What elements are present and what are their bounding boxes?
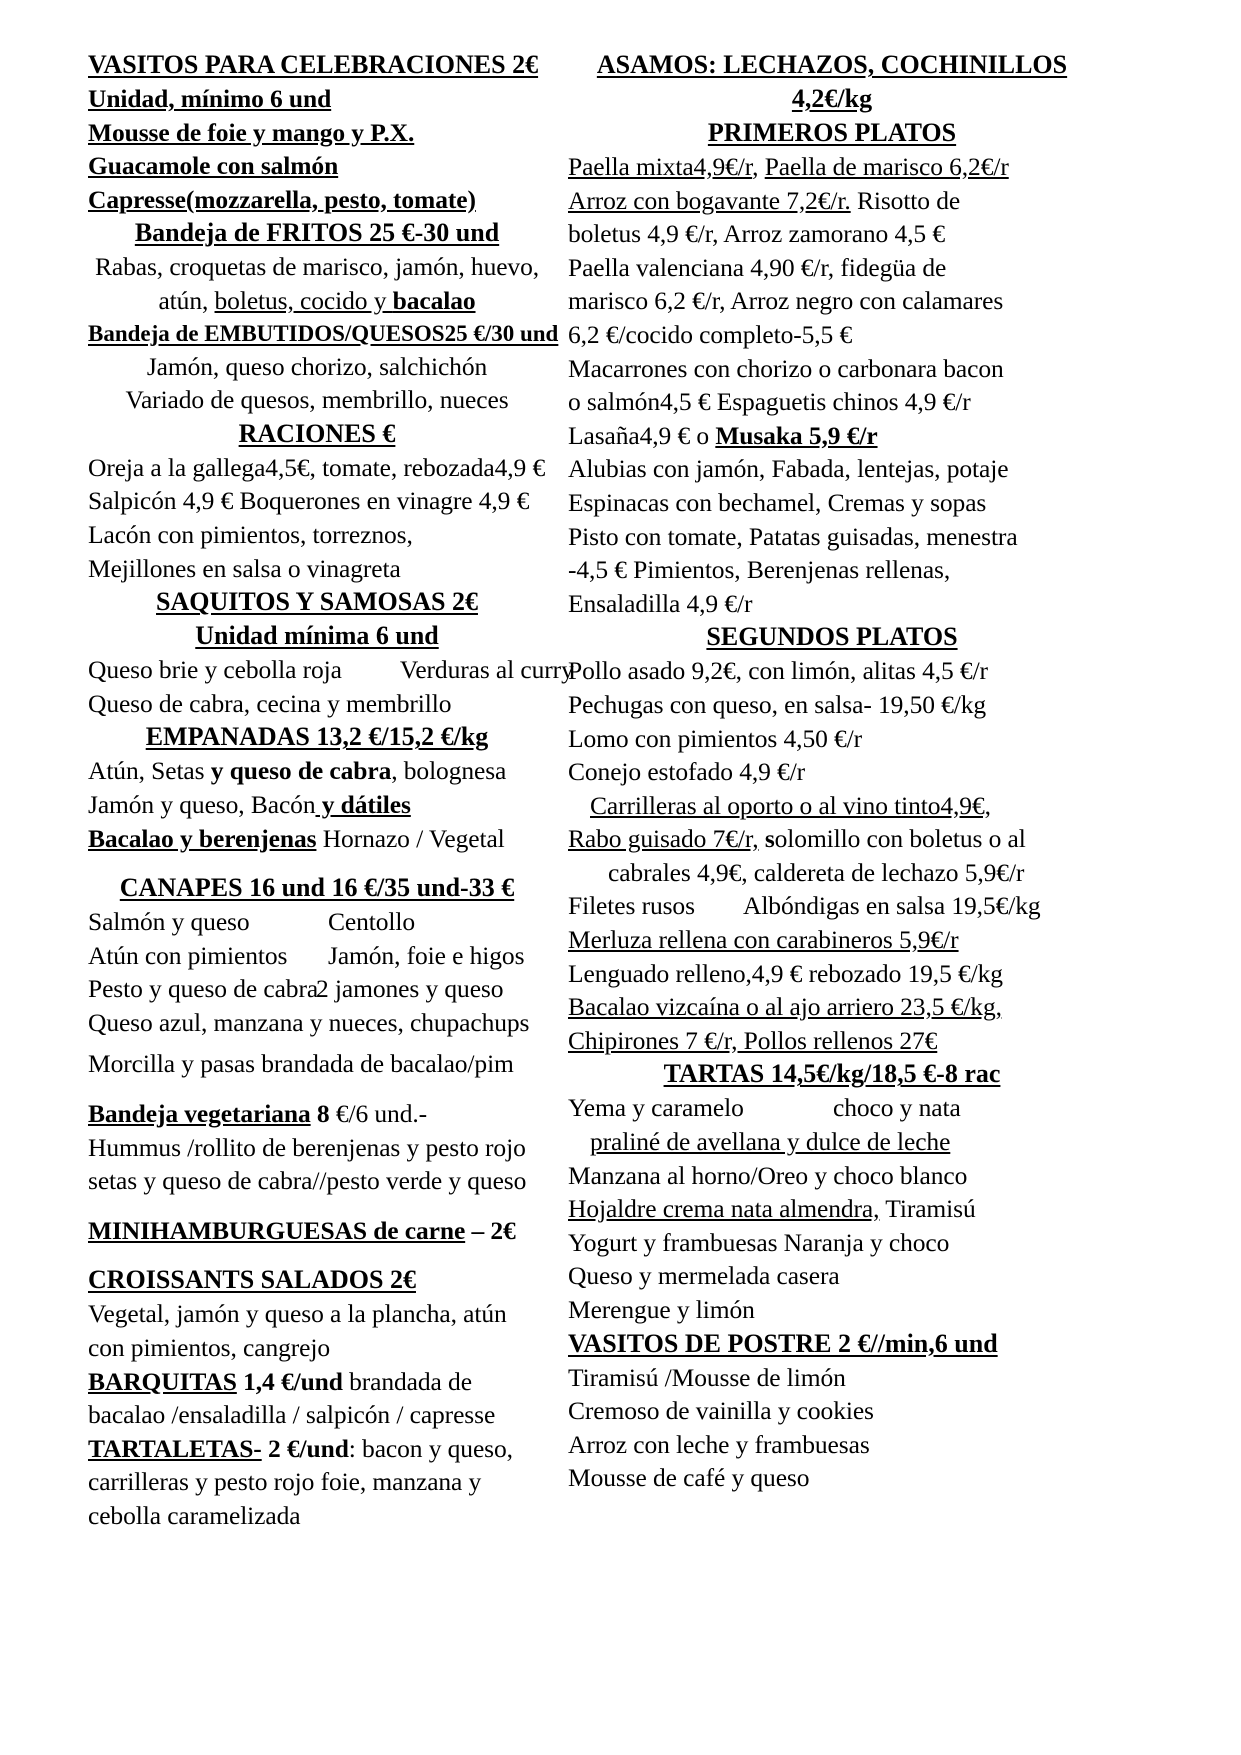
- menu-line: Queso azul, manzana y nueces, chupachups: [88, 1007, 530, 1037]
- menu-line: Ensaladilla 4,9 €/r: [568, 588, 753, 618]
- section-heading-saquitos-samosas: SAQUITOS Y SAMOSAS 2€: [156, 587, 478, 617]
- menu-line: Arroz con leche y frambuesas: [568, 1429, 870, 1459]
- menu-row: [88, 972, 546, 1006]
- menu-line: Conejo estofado 4,9 €/r: [568, 757, 806, 787]
- text-right: 2 jamones y queso: [316, 974, 504, 1004]
- text-price-bold: 2 €/und: [261, 1433, 349, 1463]
- menu-line: Morcilla y pasas brandada de bacalao/pim: [88, 1049, 514, 1079]
- menu-line: Queso de cabra, cecina y membrillo: [88, 688, 452, 718]
- section-heading-asamos: ASAMOS: LECHAZOS, COCHINILLOS: [596, 50, 1068, 79]
- text-plain: olomillo con boletus o al: [774, 824, 1026, 854]
- text-plain: Risotto de: [850, 185, 961, 215]
- menu-line: Merengue y limón: [568, 1295, 755, 1324]
- section-heading-tartas: TARTAS 14,5€/kg/18,5 €-8 rac: [663, 1059, 1001, 1089]
- menu-line: Capresse(mozzarella, pesto, tomate): [88, 184, 476, 214]
- menu-line: Espinacas con bechamel, Cremas y sopas: [568, 487, 987, 517]
- text-plain: Hornazo / Vegetal: [316, 823, 505, 853]
- text-bold-underlined: Bacalao y berenjenas: [88, 823, 317, 853]
- section-heading-bandeja-fritos: Bandeja de FRITOS 25 €-30 und: [134, 218, 500, 248]
- text-underlined: Carrilleras al oporto o al vino tinto4,9€,: [590, 790, 991, 820]
- text-bold: s: [758, 824, 775, 854]
- text-underlined: Chipirones 7 €/r, Pollos rellenos 27€: [568, 1025, 938, 1055]
- section-heading-bandeja-embutidos: Bandeja de EMBUTIDOS/QUESOS25 €/30 und: [88, 320, 559, 346]
- menu-line: boletus 4,9 €/r, Arroz zamorano 4,5 €: [568, 219, 945, 249]
- section-heading-croissants-salados: CROISSANTS SALADOS 2€: [88, 1265, 416, 1295]
- text-left: Queso brie y cebolla roja: [88, 655, 342, 685]
- text-underlined: Paella mixta4,9€/r: [568, 152, 753, 181]
- text-bold-underlined: bacalao: [392, 285, 476, 315]
- menu-line: Vegetal, jamón y queso a la plancha, atún: [88, 1299, 507, 1329]
- text-plain: atún,: [158, 285, 215, 315]
- menu-line: Pechugas con queso, en salsa- 19,50 €/kg: [568, 689, 987, 719]
- text-plain: brandada de: [342, 1366, 472, 1396]
- menu-line: Variado de quesos, membrillo, nueces: [125, 385, 509, 415]
- menu-line-praline: [568, 1125, 1096, 1159]
- menu-line: Unidad, mínimo 6 und: [88, 84, 332, 113]
- text-plain: Atún, Setas: [88, 756, 211, 786]
- menu-line: Hummus /rollito de berenjenas y pesto rojo: [88, 1132, 526, 1162]
- two-column-layout: [0, 48, 1241, 1533]
- menu-line: Lacón con pimientos, torreznos,: [88, 519, 413, 549]
- text-bold-underlined: MINIHAMBURGUESAS de carne: [88, 1215, 466, 1245]
- menu-line: Paella valenciana 4,90 €/r, fidegüa de: [568, 252, 947, 282]
- menu-line: o salmón4,5 € Espaguetis chinos 4,9 €/r: [568, 387, 971, 417]
- menu-line: Lenguado relleno,4,9 € rebozado 19,5 €/kg: [568, 958, 1003, 988]
- menu-line: con pimientos, cangrejo: [88, 1333, 331, 1363]
- menu-line-hojaldre: [568, 1192, 1096, 1226]
- menu-line: Mousse de foie y mango y P.X.: [88, 117, 415, 147]
- text-plain: Tiramisú: [879, 1194, 976, 1224]
- menu-line-primeros-1: [568, 150, 1096, 184]
- text-bold: y queso de cabra: [210, 756, 392, 786]
- text-left: Salmón y queso: [88, 907, 250, 937]
- text-bold-underlined: BARQUITAS: [88, 1366, 237, 1396]
- menu-line: Tiramisú /Mousse de limón: [568, 1362, 846, 1392]
- section-heading-canapes: CANAPES 16 und 16 €/35 und-33 €: [119, 873, 515, 903]
- text-right: Albóndigas en salsa 19,5€/kg: [743, 891, 1041, 921]
- menu-line: Macarrones con chorizo o carbonara bacon: [568, 353, 1004, 383]
- text-underlined: Bacalao vizcaína o al ajo arriero 23,5 €/kg,: [568, 992, 1002, 1022]
- text-right: Jamón, foie e higos: [328, 940, 525, 970]
- menu-line: setas y queso de cabra//pesto verde y queso: [88, 1166, 527, 1196]
- menu-line: bacalao /ensaladilla / salpicón / capresse: [88, 1400, 496, 1430]
- text-right: Verduras al curry: [399, 655, 574, 685]
- menu-line: Oreja a la gallega4,5€, tomate, rebozada4,9 €: [88, 452, 546, 482]
- menu-row: [88, 939, 546, 973]
- menu-line-empanadas-1: [88, 754, 546, 788]
- menu-row-tartas: [568, 1091, 1096, 1125]
- menu-line-fritos-2: [88, 284, 546, 318]
- text-left: Pesto y queso de cabra: [88, 974, 319, 1004]
- right-column: [556, 48, 1116, 1495]
- text-left: Filetes rusos: [568, 891, 695, 921]
- menu-line-carrilleras: [568, 789, 1096, 823]
- text-right: Centollo: [328, 907, 416, 937]
- section-heading-empanadas: EMPANADAS 13,2 €/15,2 €/kg: [145, 722, 489, 752]
- section-heading-vasitos-celebraciones: VASITOS PARA CELEBRACIONES 2€: [88, 50, 539, 79]
- menu-line-primeros-9: [568, 419, 1096, 453]
- section-subheading-saquitos: Unidad mínima 6 und: [195, 621, 439, 651]
- text-bold-underlined: y dátiles: [315, 789, 411, 819]
- section-heading-minihamburguesas: [88, 1214, 546, 1248]
- menu-line-chipirones: [568, 1024, 1096, 1058]
- text-price-bold: 1,4 €/und: [236, 1366, 343, 1396]
- menu-line: cebolla caramelizada: [88, 1501, 301, 1530]
- text-plain: , bolognesa: [391, 756, 507, 786]
- text-underlined: boletus, cocido y: [214, 285, 393, 315]
- text-plain: Jamón y queso, Bacón: [88, 789, 316, 819]
- text-bold-underlined: Bandeja vegetariana: [88, 1099, 311, 1129]
- menu-line: Mousse de café y queso: [568, 1463, 810, 1493]
- menu-line-bacalao-vizcaina: [568, 990, 1096, 1024]
- menu-line: Queso y mermelada casera: [568, 1261, 840, 1291]
- section-heading-vasitos-postre: VASITOS DE POSTRE 2 €//min,6 und: [568, 1328, 998, 1358]
- menu-line: -4,5 € Pimientos, Berenjenas rellenas,: [568, 555, 951, 585]
- menu-line: Manzana al horno/Oreo y choco blanco: [568, 1160, 968, 1190]
- menu-row-filetes: [568, 889, 1096, 923]
- menu-line-saquitos-1: [88, 653, 574, 687]
- section-heading-tartaletas: [88, 1432, 546, 1466]
- left-column: [0, 48, 574, 1533]
- text-plain: ,: [752, 152, 765, 181]
- menu-line: Pisto con tomate, Patatas guisadas, menestra: [568, 521, 1018, 551]
- menu-line: marisco 6,2 €/r, Arroz negro con calamares: [568, 286, 1004, 316]
- text-left: Yema y caramelo: [568, 1093, 744, 1123]
- text-plain: €/6 und.-: [335, 1099, 428, 1129]
- section-heading-primeros-platos: PRIMEROS PLATOS: [707, 118, 957, 147]
- menu-line-empanadas-3: [88, 822, 546, 856]
- text-underlined: Arroz con bogavante 7,2€/r.: [568, 185, 851, 215]
- menu-line: Jamón, queso chorizo, salchichón: [146, 351, 488, 381]
- text-underlined: Merluza rellena con carabineros 5,9€/r: [568, 925, 959, 955]
- menu-line-rabo: [568, 822, 1096, 856]
- menu-line: Mejillones en salsa o vinagreta: [88, 553, 401, 583]
- text-bold-underlined: Musaka 5,9 €/r: [715, 420, 878, 450]
- section-heading-segundos-platos: SEGUNDOS PLATOS: [706, 622, 958, 652]
- section-heading-bandeja-vegetariana: [88, 1097, 546, 1131]
- menu-line: carrilleras y pesto rojo foie, manzana y: [88, 1467, 482, 1497]
- section-subheading-asamos-price: 4,2€/kg: [791, 84, 873, 113]
- menu-line: Cremoso de vainilla y cookies: [568, 1396, 874, 1426]
- section-heading-raciones: RACIONES €: [238, 418, 396, 448]
- menu-line: cabrales 4,9€, caldereta de lechazo 5,9€/r: [608, 857, 1025, 887]
- text-underlined: Paella de marisco 6,2€/r: [764, 152, 1009, 181]
- text-bold-underlined: TARTALETAS-: [88, 1433, 262, 1463]
- text-right: choco y nata: [833, 1093, 961, 1123]
- menu-line: Pollo asado 9,2€, con limón, alitas 4,5 €/r: [568, 656, 988, 686]
- menu-line-empanadas-2: [88, 788, 546, 822]
- menu-line: Lomo con pimientos 4,50 €/r: [568, 723, 863, 753]
- menu-line-merluza: [568, 923, 1096, 957]
- text-plain: Lasaña4,9 € o: [568, 420, 716, 450]
- menu-line: Salpicón 4,9 € Boquerones en vinagre 4,9 €: [88, 486, 530, 516]
- text-plain: : bacon y queso,: [348, 1433, 513, 1463]
- menu-line-primeros-2: [568, 184, 1096, 218]
- text-underlined: praliné de avellana y dulce de leche: [590, 1127, 951, 1157]
- menu-row: [88, 905, 546, 939]
- menu-line: Rabas, croquetas de marisco, jamón, huevo,: [94, 252, 540, 282]
- menu-line: Alubias con jamón, Fabada, lentejas, potaje: [568, 454, 1009, 484]
- menu-line: Yogurt y frambuesas Naranja y choco: [568, 1227, 950, 1257]
- text-underlined: Hojaldre crema nata almendra,: [568, 1194, 880, 1224]
- menu-line: 6,2 €/cocido completo-5,5 €: [568, 319, 853, 349]
- section-heading-barquitas: [88, 1365, 546, 1399]
- text-underlined: Rabo guisado 7€/r,: [568, 824, 759, 854]
- text-bold: – 2€: [465, 1215, 516, 1245]
- text-bold: 8: [310, 1099, 336, 1129]
- text-left: Atún con pimientos: [88, 940, 288, 970]
- menu-line: Guacamole con salmón: [88, 151, 339, 181]
